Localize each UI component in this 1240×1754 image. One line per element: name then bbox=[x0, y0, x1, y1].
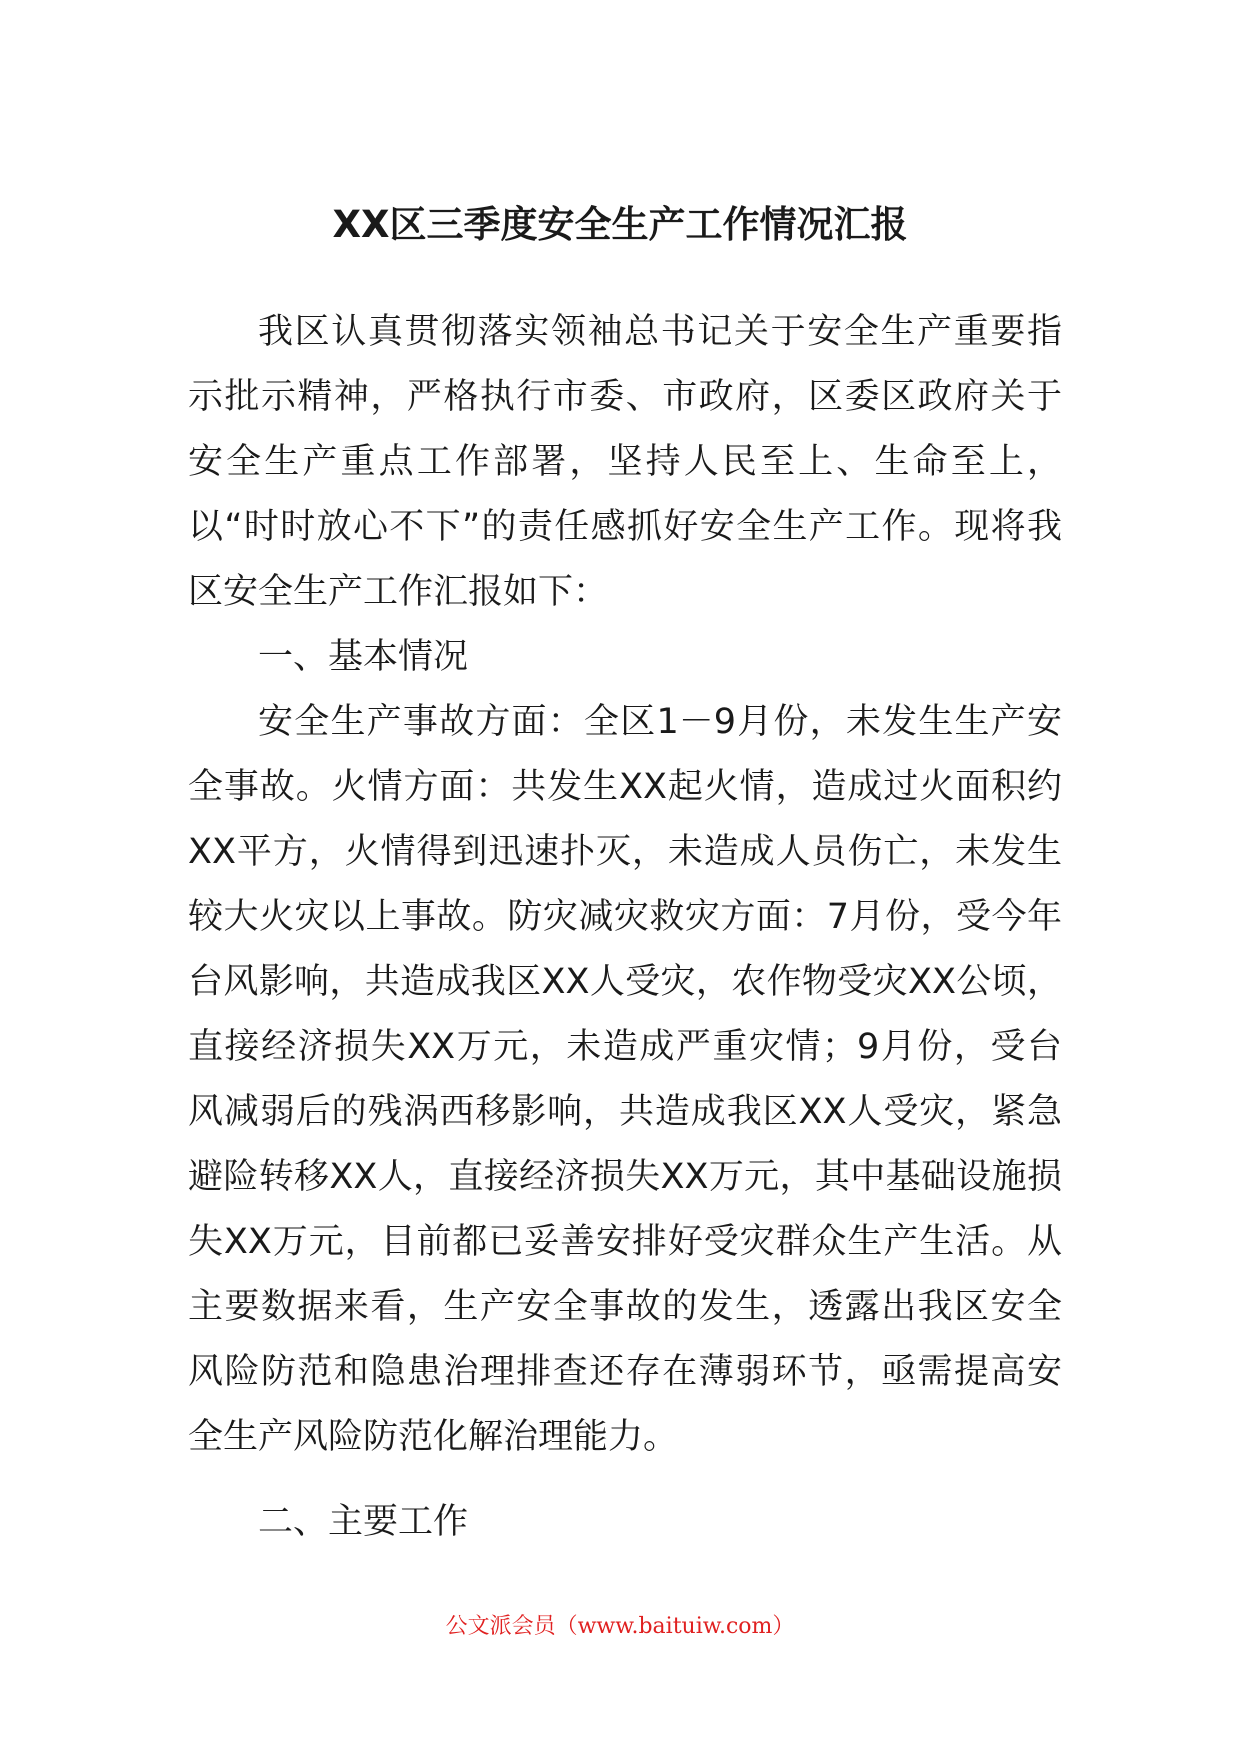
document-body bbox=[188, 300, 1062, 1555]
section-spacer bbox=[188, 1470, 1062, 1490]
intro-paragraph: 我区认真贯彻落实领袖总书记关于安全生产重要指示批示精神，严格执行市委、市政府，区委区政府关于安全生产重点工作部署，坚持人民至上、生命至上，以“时时放心不下”的责任感抓好安全生产工作。现将我区安全生产工作汇报如下： bbox=[188, 312, 1062, 612]
section-heading-main-work: 二、主要工作 bbox=[258, 1502, 469, 1542]
footer-watermark-link[interactable]: 公文派会员（www.baituiw.com） bbox=[445, 1614, 795, 1639]
document-title: XX区三季度安全生产工作情况汇报 bbox=[332, 203, 908, 246]
section-heading-basic-situation: 一、基本情况 bbox=[258, 637, 469, 677]
section-paragraph-basic-situation: 安全生产事故方面：全区1－9月份，未发生生产安全事故。火情方面：共发生XX起火情，造成过火面积约XX平方，火情得到迅速扑灭，未造成人员伤亡，未发生较大火灾以上事故。防灾减灾救灾方面：7月份，受今年台风影响，共造成我区XX人受灾，农作物受灾XX公顷，直接经济损失XX万元，未造成严重灾情；9月份，受台风减弱后的残涡西移影响，共造成我区XX人受灾，紧急避险转移XX人，直接经济损失XX万元，其中基础设施损失XX万元，目前都已妥善安排好受灾群众生产生活。从主要数据来看，生产安全事故的发生，透露出我区安全风险防范和隐患治理排查还存在薄弱环节，亟需提高安全生产风险防范化解治理能力。 bbox=[188, 702, 1062, 1457]
